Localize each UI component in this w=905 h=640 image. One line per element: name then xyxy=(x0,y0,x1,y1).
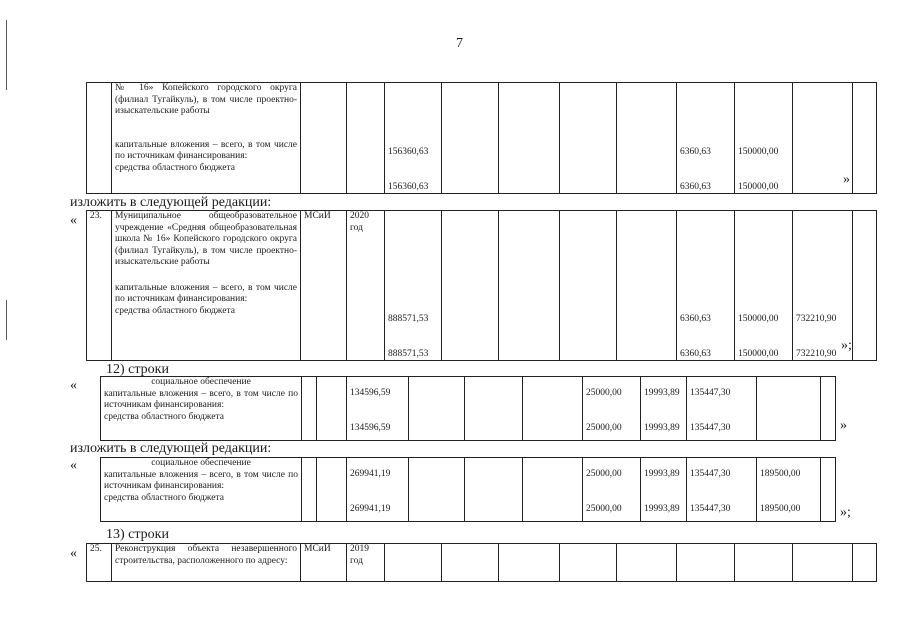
capital-total: 134596,59 xyxy=(350,388,391,398)
regional-budget-label: средства областного бюджета xyxy=(104,411,224,422)
table-cell xyxy=(821,377,836,441)
table-cell xyxy=(560,211,617,361)
capital-total: 888571,53 xyxy=(388,314,429,324)
section-heading: изложить в следующей редакции: xyxy=(70,195,272,210)
table-cell xyxy=(409,458,465,522)
table-object-25 xyxy=(86,543,877,582)
table-cell xyxy=(442,83,499,194)
table-cell xyxy=(523,458,583,522)
closing-quote: »; xyxy=(840,505,851,520)
table-cell-value xyxy=(677,83,735,194)
capital-value: 189500,00 xyxy=(760,469,801,479)
closing-quote: » xyxy=(840,418,847,433)
capital-value: 150000,00 xyxy=(738,147,779,157)
capital-value: 135447,30 xyxy=(690,469,731,479)
section-heading: 12) строки xyxy=(106,362,169,377)
table-cell xyxy=(523,377,583,441)
table-cell-name xyxy=(101,377,302,441)
table-cell-value xyxy=(677,211,735,361)
regional-value: 150000,00 xyxy=(738,181,779,192)
table-cell xyxy=(465,458,523,522)
table-cell xyxy=(409,377,465,441)
social-security-label: социальное обеспечение xyxy=(151,458,251,468)
table-cell xyxy=(677,544,735,582)
table-cell xyxy=(499,211,560,361)
capital-value: 135447,30 xyxy=(690,388,731,398)
regional-budget-label: средства областного бюджета xyxy=(104,492,224,503)
regional-total: 134596,59 xyxy=(350,422,391,433)
opening-quote: « xyxy=(70,213,77,228)
regional-total: 156360,63 xyxy=(388,181,429,192)
table-cell xyxy=(617,83,677,194)
social-security-label: социальное обеспечение xyxy=(151,377,251,387)
page-edge-mark xyxy=(6,20,7,90)
table-cell xyxy=(853,211,877,361)
object-name: Реконструкция объекта незавершенного строительства, расположенного по адресу: xyxy=(112,544,301,582)
table-cell xyxy=(617,211,677,361)
page-number: 7 xyxy=(456,36,463,51)
table-cell-value xyxy=(583,377,641,441)
table-object-23 xyxy=(86,210,877,361)
table-social-security-new xyxy=(100,457,836,522)
regional-value: 189500,00 xyxy=(760,503,801,514)
table-cell xyxy=(821,458,836,522)
capital-value: 732210,90 xyxy=(796,314,837,324)
regional-value: 19993,89 xyxy=(644,503,680,514)
table-social-security-old xyxy=(100,376,836,441)
object-name: Муниципальное общеобразовательное учреждение «Средняя общеобразовательная школа № 16» Копейского городского округа (филиал Тугайкуль), в том числе проектно-изыскательские работы xyxy=(115,211,297,267)
table-cell-value xyxy=(735,83,793,194)
table-cell-name xyxy=(112,211,301,361)
table-cell xyxy=(853,83,877,194)
table-cell-total xyxy=(385,83,442,194)
capital-value: 25000,00 xyxy=(586,388,622,398)
table-cell-name xyxy=(101,458,302,522)
opening-quote: « xyxy=(70,546,77,561)
opening-quote: « xyxy=(70,378,77,393)
page-edge-mark xyxy=(6,300,7,340)
table-cell-value xyxy=(687,458,757,522)
closing-quote: » xyxy=(843,172,850,187)
opening-quote: « xyxy=(70,458,77,473)
table-cell xyxy=(499,544,560,582)
regional-value: 25000,00 xyxy=(586,503,622,514)
row-number: 25. xyxy=(87,544,112,582)
table-cell-value xyxy=(735,211,793,361)
regional-budget-label: средства областного бюджета xyxy=(115,305,235,316)
regional-budget-label: средства областного бюджета xyxy=(115,162,235,173)
table-cell xyxy=(317,377,347,441)
table-cell-value xyxy=(641,458,687,522)
construction-year: 2020 год xyxy=(347,211,385,361)
table-cell xyxy=(302,377,317,441)
table-cell-total xyxy=(347,458,409,522)
table-object-22-continuation xyxy=(86,82,877,194)
table-cell xyxy=(560,83,617,194)
table-cell-value xyxy=(583,458,641,522)
table-cell-value xyxy=(641,377,687,441)
table-cell xyxy=(385,544,442,582)
table-cell xyxy=(560,544,617,582)
capital-value: 19993,89 xyxy=(644,388,680,398)
closing-quote: »; xyxy=(841,338,852,353)
table-cell-total xyxy=(385,211,442,361)
regional-value: 25000,00 xyxy=(586,422,622,433)
agency: МСиИ xyxy=(301,544,347,582)
regional-value: 150000,00 xyxy=(738,348,779,359)
regional-value: 732210,90 xyxy=(796,348,837,359)
table-cell xyxy=(317,458,347,522)
capital-total: 156360,63 xyxy=(388,147,429,157)
capital-investments-label: капитальные вложения – всего, в том числе по источникам финансирования: xyxy=(115,282,297,304)
regional-value: 135447,30 xyxy=(690,422,731,433)
capital-investments-label: капитальные вложения – всего, в том числе по источникам финансирования: xyxy=(115,139,297,161)
table-cell xyxy=(757,377,821,441)
table-cell-value xyxy=(757,458,821,522)
table-cell xyxy=(442,544,499,582)
capital-investments-label: капитальные вложения – всего, в том числе по источникам финансирования: xyxy=(104,388,298,410)
construction-year: 2019 год xyxy=(347,544,385,582)
capital-value: 19993,89 xyxy=(644,469,680,479)
section-heading: изложить в следующей редакции: xyxy=(70,441,272,456)
capital-value: 6360,63 xyxy=(680,314,711,324)
capital-value: 25000,00 xyxy=(586,469,622,479)
regional-value: 6360,63 xyxy=(680,348,711,359)
object-name: № 16» Копейского городского округа (филиал Тугайкуль), в том числе проектно-изыскательские работы xyxy=(115,83,297,116)
table-cell xyxy=(793,544,853,582)
capital-value: 6360,63 xyxy=(680,147,711,157)
regional-value: 6360,63 xyxy=(680,181,711,192)
row-number: 23. xyxy=(87,211,112,361)
table-cell xyxy=(853,544,877,582)
table-cell-name xyxy=(112,83,301,194)
table-cell xyxy=(499,83,560,194)
regional-total: 888571,53 xyxy=(388,348,429,359)
table-cell xyxy=(442,211,499,361)
table-cell xyxy=(735,544,793,582)
capital-total: 269941,19 xyxy=(350,469,391,479)
table-cell xyxy=(302,458,317,522)
table-cell xyxy=(617,544,677,582)
table-cell-year xyxy=(347,83,385,194)
table-cell xyxy=(465,377,523,441)
table-cell-num xyxy=(87,83,112,194)
table-cell-value xyxy=(687,377,757,441)
regional-value: 135447,30 xyxy=(690,503,731,514)
regional-value: 19993,89 xyxy=(644,422,680,433)
regional-total: 269941,19 xyxy=(350,503,391,514)
section-heading: 13) строки xyxy=(106,527,169,542)
agency: МСиИ xyxy=(301,211,347,361)
capital-value: 150000,00 xyxy=(738,314,779,324)
table-cell-agency xyxy=(301,83,347,194)
capital-investments-label: капитальные вложения – всего, в том числе по источникам финансирования: xyxy=(104,469,298,491)
table-cell-total xyxy=(347,377,409,441)
